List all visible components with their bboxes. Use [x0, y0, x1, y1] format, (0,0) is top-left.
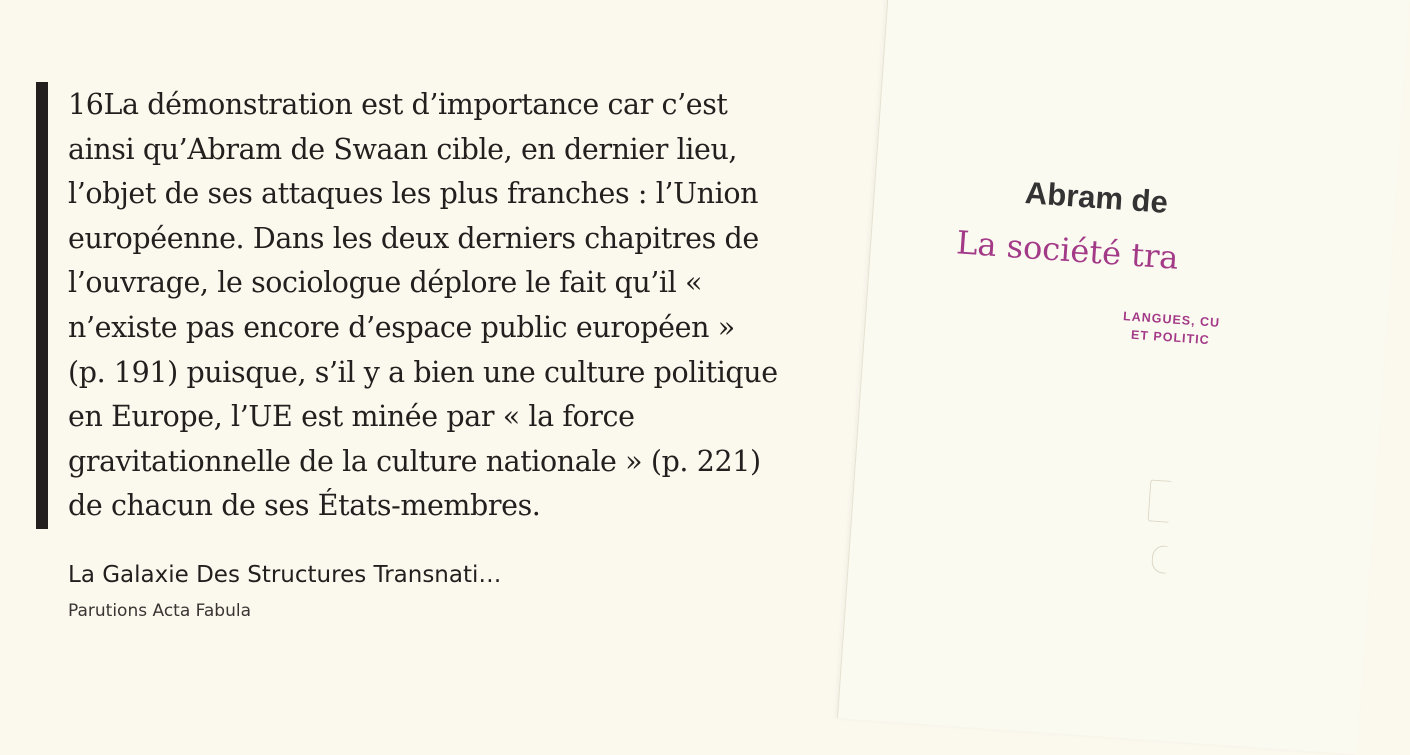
source-title-link[interactable]: La Galaxie Des Structures Transnati… [68, 562, 502, 588]
book-cover-decoration [1147, 479, 1171, 522]
quote-bar [36, 82, 48, 529]
book-author: Abram de [1023, 175, 1169, 220]
quote-text: 16La démonstration est d’importance car c’est ainsi qu’Abram de Swaan cible, en dernier lieu, l’objet de ses attaques les plus franches : l’Union européenne. Dans les deux derniers chapitres de l’ouvrage, le sociologue déplore le fait qu’il « n’existe pas encore d’espace public européen » (p. 191) puisque, s’il y a bien une culture politique en Europe, l’UE est minée par « la force gravitationnelle de la culture nationale » (p. 221) de chacun de ses États-membres. [68, 88, 778, 523]
book-cover-image [837, 0, 1410, 754]
book-subtitle: LANGUES, CU ET POLITIC [1122, 309, 1221, 348]
source-subtitle: Parutions Acta Fabula [68, 601, 251, 621]
book-title: La société tra [955, 223, 1180, 277]
book-cover-decoration-round [1151, 545, 1168, 574]
